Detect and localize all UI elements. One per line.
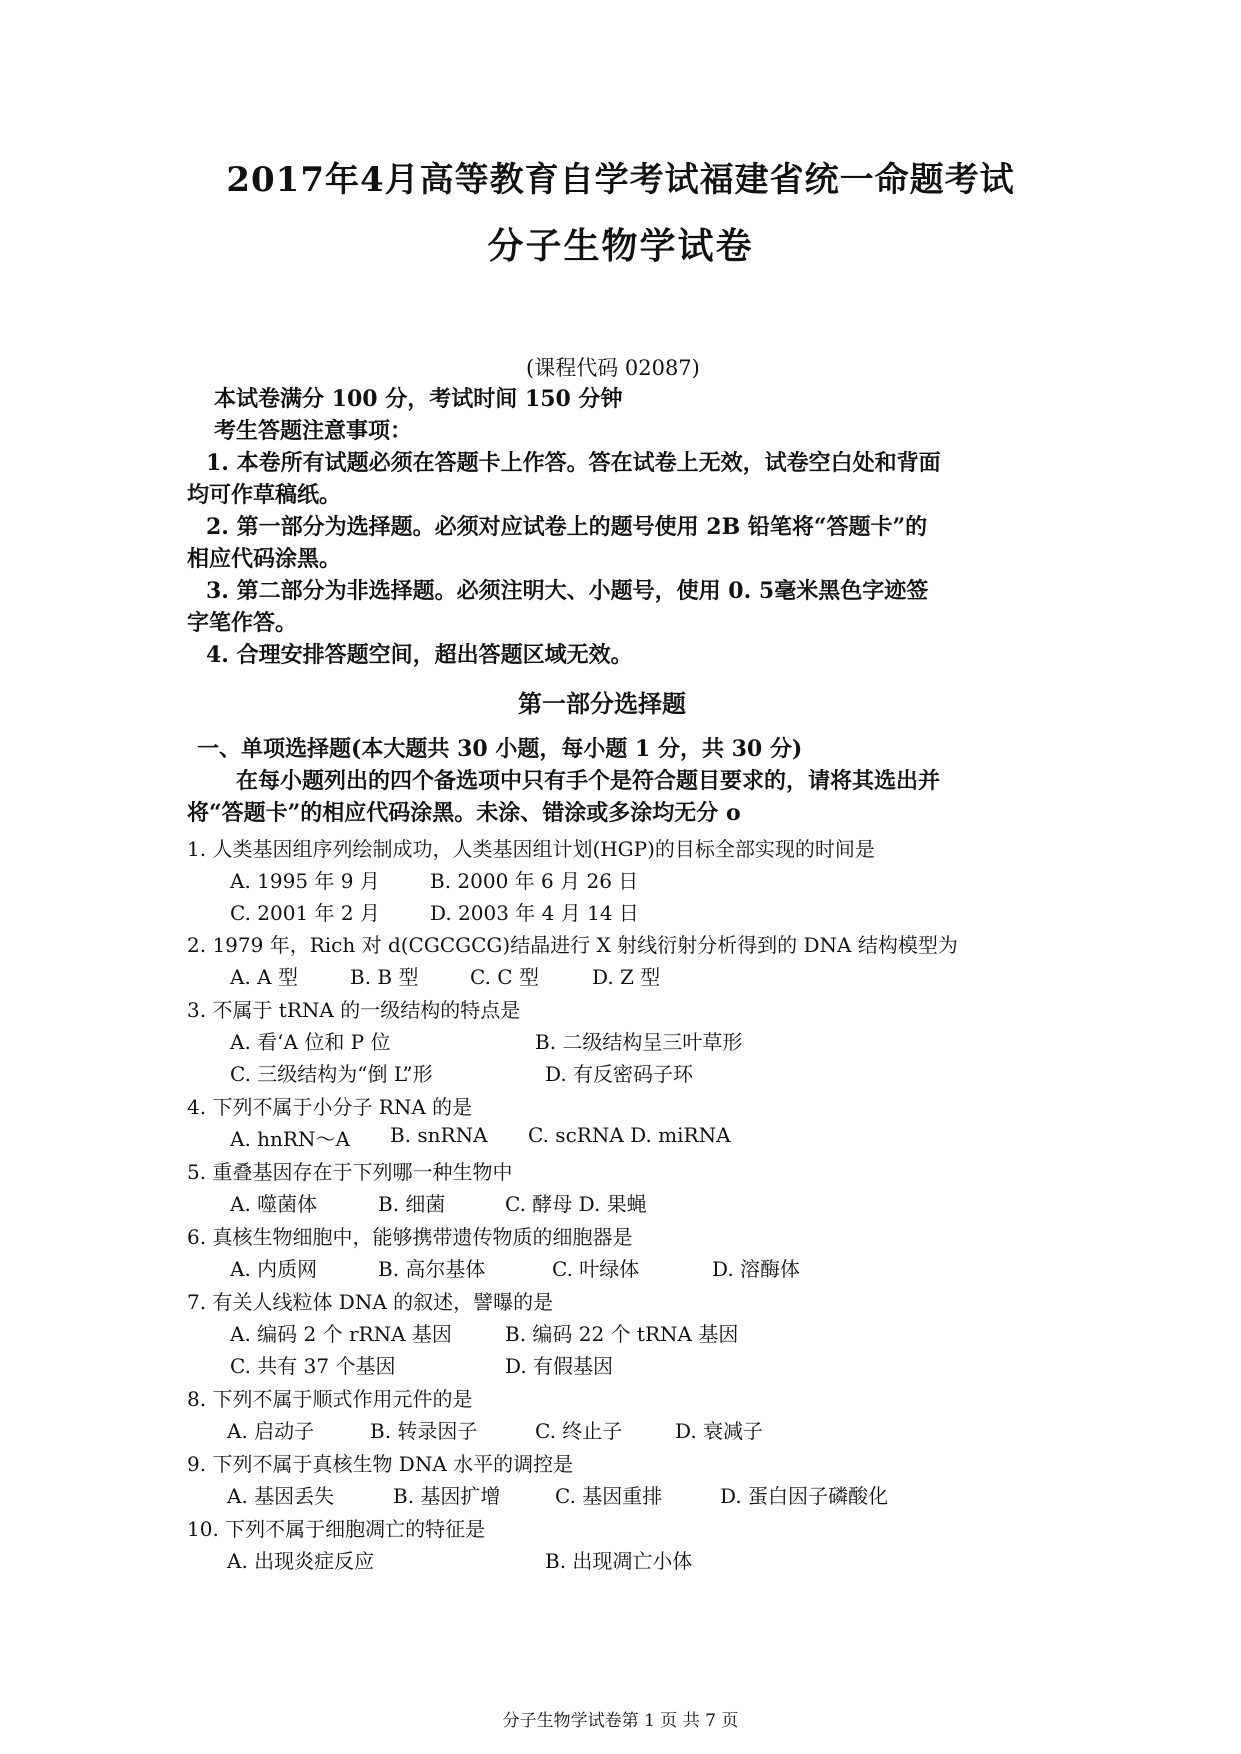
q8-option-d: D. 衰减子 — [675, 1419, 764, 1443]
section-desc-line1: 在每小题列出的四个备选项中只有手个是符合题目要求的，请将其选出并 — [236, 768, 941, 794]
part1-title: 第一部分选择题 — [518, 689, 686, 718]
note-3-line1: 3. 第二部分为非选择题。必须注明大、小题号，使用 0. 5毫米黑色字迹签 — [206, 578, 929, 604]
q6-option-b: B. 高尔基体 — [378, 1257, 486, 1281]
note-3-line2: 字笔作答。 — [187, 610, 298, 636]
q1-option-d: D. 2003 年 4 月 14 日 — [430, 901, 639, 925]
q8-option-a: A. 启动子 — [227, 1419, 315, 1443]
note-4: 4. 合理安排答题空间，超出答题区域无效。 — [206, 642, 633, 668]
q2-option-a: A. A 型 — [230, 965, 298, 989]
q6-option-d: D. 溶酶体 — [712, 1257, 801, 1281]
q7-option-b: B. 编码 22 个 tRNA 基因 — [505, 1322, 739, 1346]
q5-option-b: B. 细菌 — [378, 1192, 446, 1216]
question-4: 4. 下列不属于小分子 RNA 的是 — [187, 1095, 473, 1119]
q5-option-cd: C. 酵母 D. 果蝇 — [505, 1192, 647, 1216]
q3-option-a: A. 看‘A 位和 P 位 — [230, 1030, 391, 1054]
q2-option-c: C. C 型 — [470, 965, 539, 989]
exam-title: 2017年4月高等教育自学考试福建省统一命题考试 — [226, 160, 1015, 200]
section-title: 一、单项选择题(本大题共 30 小题，每小题 1 分，共 30 分) — [197, 736, 803, 762]
q2-option-d: D. Z 型 — [592, 965, 661, 989]
q1-option-b: B. 2000 年 6 月 26 日 — [430, 869, 639, 893]
q6-option-a: A. 内质网 — [230, 1257, 318, 1281]
q7-option-c: C. 共有 37 个基因 — [230, 1354, 396, 1378]
q9-option-a: A. 基因丢失 — [227, 1484, 335, 1508]
q9-option-b: B. 基因扩增 — [393, 1484, 501, 1508]
q7-option-a: A. 编码 2 个 rRNA 基因 — [230, 1322, 452, 1346]
q1-option-c: C. 2001 年 2 月 — [230, 901, 380, 925]
question-2: 2. 1979 年，Rich 对 d(CGCGCG)结晶进行 X 射线衍射分析得到的 DNA 结构模型为 — [187, 933, 958, 957]
course-code: (课程代码 02087) — [526, 356, 700, 380]
q9-option-d: D. 蛋白因子磷酸化 — [720, 1484, 889, 1508]
q4-option-b: B. snRNA — [390, 1123, 488, 1147]
q8-option-c: C. 终止子 — [535, 1419, 623, 1443]
q10-option-b: B. 出现凋亡小体 — [545, 1549, 693, 1573]
score-time: 本试卷满分 100 分，考试时间 150 分钟 — [214, 386, 623, 412]
question-8: 8. 下列不属于顺式作用元件的是 — [187, 1387, 473, 1411]
q6-option-c: C. 叶绿体 — [552, 1257, 640, 1281]
page-footer: 分子生物学试卷第 1 页 共 7 页 — [502, 1711, 739, 1731]
q9-option-c: C. 基因重排 — [555, 1484, 663, 1508]
section-desc-line2: 将“答题卡”的相应代码涂黑。未涂、错涂或多涂均无分 o — [187, 800, 741, 826]
question-3: 3. 不属于 tRNA 的一级结构的特点是 — [187, 998, 521, 1022]
q4-option-cd: C. scRNA D. miRNA — [528, 1123, 731, 1147]
q7-option-d: D. 有假基因 — [505, 1354, 614, 1378]
question-7: 7. 有关人线粒体 DNA 的叙述，譬曝的是 — [187, 1290, 554, 1314]
question-6: 6. 真核生物细胞中，能够携带遗传物质的细胞器是 — [187, 1225, 633, 1249]
q3-option-b: B. 二级结构呈三叶草形 — [535, 1030, 743, 1054]
q5-option-a: A. 噬菌体 — [230, 1192, 318, 1216]
question-9: 9. 下列不属于真核生物 DNA 水平的调控是 — [187, 1452, 574, 1476]
q3-option-c: C. 三级结构为“倒 L”形 — [230, 1062, 433, 1086]
question-10: 10. 下列不属于细胞凋亡的特征是 — [187, 1517, 486, 1541]
note-2-line2: 相应代码涂黑。 — [187, 546, 342, 572]
note-1-line2: 均可作草稿纸。 — [187, 482, 342, 508]
question-5: 5. 重叠基因存在于下列哪一种生物中 — [187, 1160, 513, 1184]
q10-option-a: A. 出现炎症反应 — [227, 1549, 375, 1573]
note-1-line1: 1. 本卷所有试题必须在答题卡上作答。答在试卷上无效，试卷空白处和背面 — [206, 450, 941, 476]
question-1: 1. 人类基因组序列绘制成功，人类基因组计划(HGP)的目标全部实现的时间是 — [187, 837, 875, 861]
q1-option-a: A. 1995 年 9 月 — [230, 869, 380, 893]
q8-option-b: B. 转录因子 — [370, 1419, 478, 1443]
q2-option-b: B. B 型 — [350, 965, 419, 989]
exam-subtitle: 分子生物学试卷 — [487, 225, 754, 267]
q3-option-d: D. 有反密码子环 — [545, 1062, 694, 1086]
q4-option-a: A. hnRN～A — [230, 1127, 350, 1151]
notes-title: 考生答题注意事项： — [214, 418, 413, 444]
note-2-line1: 2. 第一部分为选择题。必须对应试卷上的题号使用 2B 铅笔将“答题卡”的 — [206, 514, 928, 540]
